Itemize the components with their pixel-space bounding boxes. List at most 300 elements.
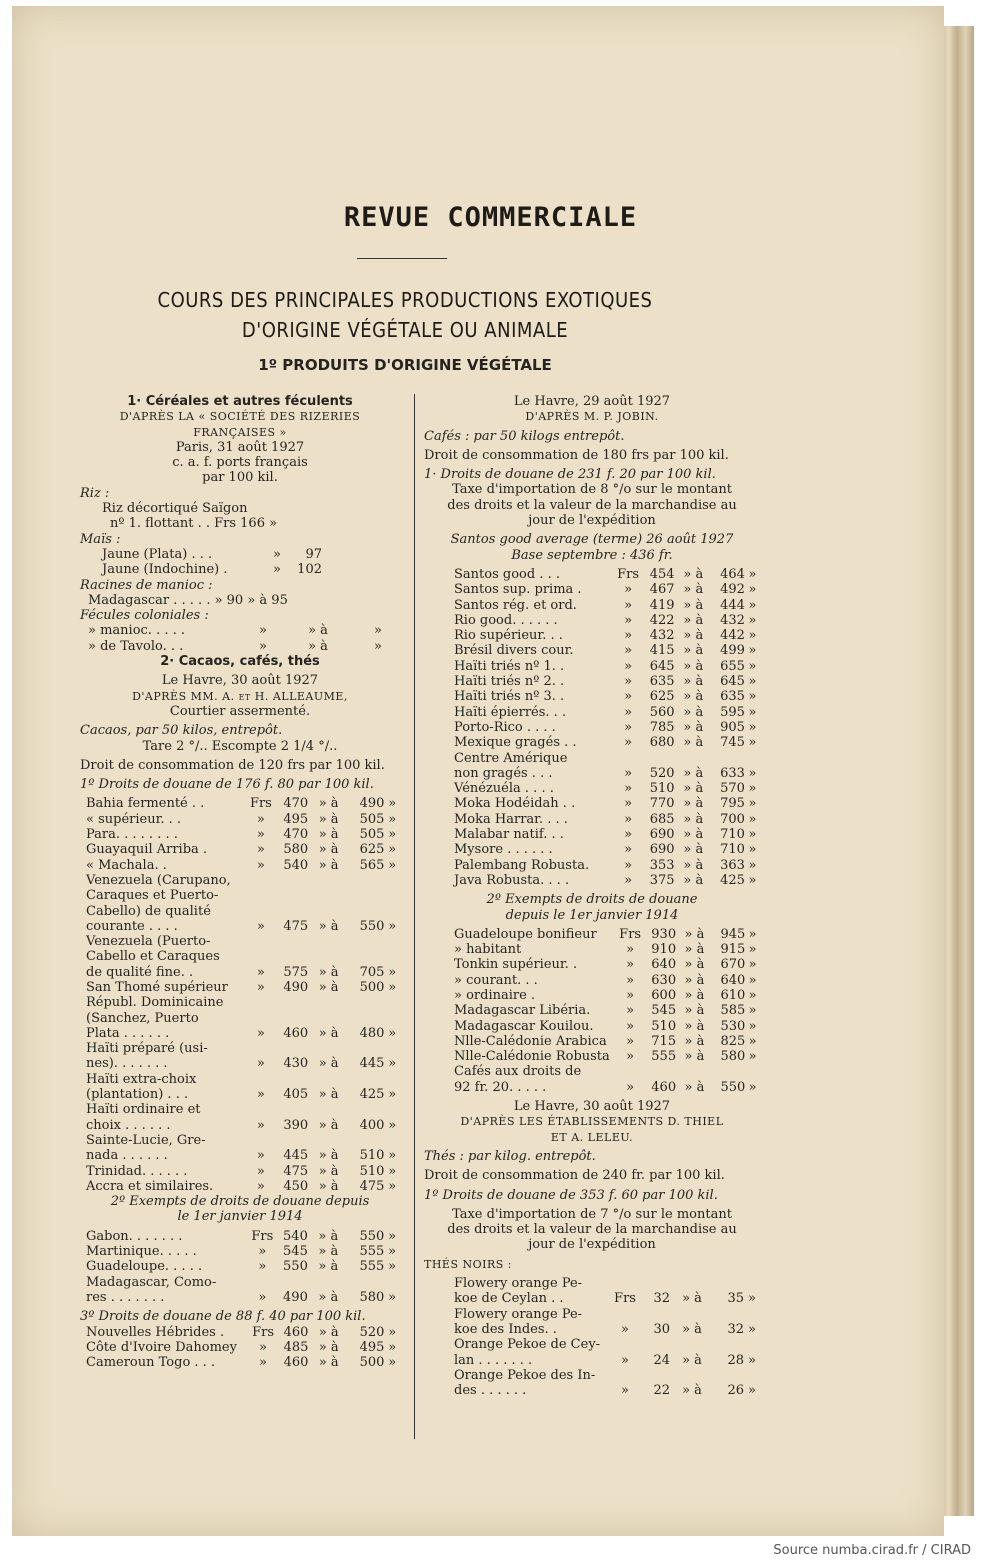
cell-mark: »: [256, 918, 265, 934]
cell-low: 495: [283, 811, 309, 827]
cell-end-mark: »: [748, 926, 757, 942]
cell-name: Santos good . . .: [454, 566, 560, 582]
cell-end-mark: »: [748, 582, 757, 598]
price-row: [80, 547, 322, 562]
cell-end-mark: »: [748, 872, 757, 888]
cell-low: [273, 1133, 308, 1148]
exempts-2-heading-1: 2º Exempts de droits de douane: [486, 892, 698, 908]
price-row: [80, 949, 400, 964]
cell-range-sep: » à: [683, 704, 704, 720]
cell-range-sep: » à: [684, 1079, 705, 1095]
price-row: [424, 1307, 760, 1322]
cell-end-mark: »: [748, 942, 757, 958]
cell-high: 510: [359, 1163, 385, 1179]
cell-low: 575: [283, 964, 309, 980]
cell-low: 415: [649, 643, 675, 659]
price-row: [80, 827, 400, 842]
cell-mark: »: [624, 811, 633, 827]
cell-mark: »: [273, 562, 281, 578]
cell-mark: »: [259, 1355, 268, 1371]
cell-range-sep: » à: [683, 597, 704, 613]
cell-low: 715: [651, 1033, 677, 1049]
cell-high: 670: [720, 957, 746, 973]
cell-high: 550: [359, 918, 385, 934]
cell-name: Brésil divers cour.: [454, 643, 574, 659]
price-row: [80, 1102, 400, 1117]
price-row: [424, 689, 760, 704]
price-row: [80, 1148, 400, 1163]
cell-name: Cafés aux droits de: [454, 1064, 582, 1080]
left-column: [80, 394, 400, 1370]
cell-range-sep: » à: [683, 781, 704, 797]
cell-high: 655: [720, 658, 745, 674]
cell-mark: [249, 873, 273, 888]
cell-low: [640, 1368, 670, 1383]
cell-mark: »: [621, 1321, 629, 1337]
cell-high: 555: [359, 1244, 385, 1260]
cell-low: [640, 1307, 670, 1322]
page-edges: [940, 26, 974, 1516]
santos-line-1: Santos good average (terme) 26 août 1927: [450, 532, 734, 548]
cell-end-mark: [384, 1275, 400, 1290]
cell-mark: »: [626, 1079, 635, 1095]
price-row: [80, 842, 400, 857]
cell-low: [640, 1276, 670, 1291]
cell-range-sep: » à: [683, 628, 704, 644]
price-row: [424, 988, 760, 1003]
cell-name: koe des Indes. .: [454, 1321, 557, 1337]
cell-end-mark: »: [388, 1289, 397, 1305]
cell-name: Nouvelles Hébrides .: [86, 1324, 225, 1340]
cell-name: Vénézuéla . . . .: [454, 781, 554, 797]
cell-high: 825: [720, 1033, 746, 1049]
cell-range-sep: » à: [682, 1321, 702, 1337]
cell-mark: »: [273, 546, 281, 562]
cell-range-sep: » à: [684, 926, 705, 942]
cell-end-mark: »: [748, 612, 757, 628]
cell-mark: »: [624, 842, 633, 858]
cell-name: Martinique. . . . .: [86, 1244, 197, 1260]
cell-name: Haïti ordinaire et: [86, 1102, 201, 1118]
cell-value: 97: [305, 546, 322, 562]
cell-mark: [614, 751, 641, 766]
cell-name: Haïti triés nº 1. .: [454, 658, 565, 674]
price-row: [80, 934, 400, 949]
cell-end-mark: »: [748, 1003, 757, 1019]
cell-low: 550: [283, 1259, 308, 1275]
cell-mark: »: [624, 582, 633, 598]
cell-range-sep: » à: [684, 942, 705, 958]
cell-low: 353: [649, 857, 675, 873]
cell-high: 425: [720, 872, 745, 888]
cell-name: courante . . . .: [86, 918, 178, 934]
cell-high: 425: [359, 1087, 385, 1103]
cell-high: [349, 1102, 384, 1117]
cell-range-sep: » à: [683, 735, 704, 751]
price-row: [80, 1340, 400, 1355]
price-row: [80, 1164, 400, 1179]
cell-name: Rio good. . . . . .: [454, 612, 558, 628]
cell-high: 500: [359, 979, 385, 995]
cell-name: » courant. . .: [454, 972, 538, 988]
cell-low: 430: [283, 1056, 309, 1072]
cell-mark: »: [624, 827, 633, 843]
cell-name: Centre Amérique: [454, 750, 568, 766]
thes-source-1: D'APRÈS LES ÉTABLISSEMENTS D. THIEL: [460, 1115, 724, 1129]
cell-low: 690: [649, 827, 675, 843]
taxe-2-line-3: jour de l'expédition: [528, 1237, 656, 1253]
cell-name: Caraques et Puerto-: [86, 888, 219, 904]
cell-high: 492: [720, 582, 745, 598]
price-row: [80, 1118, 400, 1133]
cell-name: Côte d'Ivoire Dahomey: [86, 1339, 237, 1355]
cell-mark: »: [256, 1178, 265, 1194]
cell-mark: »: [258, 1289, 267, 1305]
cell-range-sep: » à: [318, 1117, 339, 1133]
cereales-source-1: D'APRÈS LA « SOCIÉTÉ DES RIZERIES: [119, 410, 361, 424]
cell-high: [349, 934, 384, 949]
cell-high: 445: [359, 1056, 385, 1072]
cell-range-sep: » à: [308, 638, 328, 654]
cell-end-mark: [745, 1064, 760, 1079]
cell-name: Haïti épierrés. . .: [454, 704, 567, 720]
cell-low: 24: [653, 1352, 670, 1368]
price-row: [424, 567, 760, 582]
cell-high: [349, 995, 384, 1010]
cell-range-sep: » à: [318, 1244, 339, 1260]
cell-range-sep: [676, 1064, 713, 1079]
cell-mark: »: [624, 796, 633, 812]
cell-end-mark: »: [388, 1324, 397, 1340]
cell-range-sep: [308, 1133, 349, 1148]
cell-range-sep: » à: [318, 1163, 339, 1179]
price-row: [424, 1003, 760, 1018]
cell-name: (Sanchez, Puerto: [86, 1010, 199, 1026]
subtitle-line-1: COURS DES PRINCIPALES PRODUCTIONS EXOTIQUES: [157, 288, 653, 312]
thes-date: Le Havre, 30 août 1927: [513, 1099, 671, 1115]
cell-mark: »: [626, 1033, 635, 1049]
cell-name: 92 fr. 20. . . . .: [454, 1079, 547, 1095]
cell-end-mark: »: [748, 1321, 756, 1337]
cell-end-mark: »: [388, 1339, 397, 1355]
cell-range-sep: » à: [318, 1148, 339, 1164]
cell-range-sep: [308, 1041, 349, 1056]
cell-low: 470: [283, 827, 309, 843]
cell-range-sep: [308, 888, 349, 903]
cell-name: Flowery orange Pe-: [454, 1306, 583, 1322]
cell-name: Orange Pekoe des In-: [454, 1367, 596, 1383]
cacaos-source-2: Courtier assermenté.: [169, 703, 311, 719]
cell-name: Guadeloupe bonifieur: [454, 926, 597, 942]
cell-name: Nlle-Calédonie Robusta: [454, 1049, 610, 1065]
cell-name: « Machala. .: [86, 857, 167, 873]
taxe-2-line-1: Taxe d'importation de 7 °/o sur le montant: [452, 1206, 732, 1222]
cell-high: [349, 1072, 384, 1087]
cell-mark: »: [621, 1383, 629, 1399]
cell-name: Gabon. . . . . . .: [86, 1228, 183, 1244]
price-row: [80, 1041, 400, 1056]
thes-noirs-label: THÉS NOIRS :: [424, 1257, 513, 1271]
price-row: [80, 562, 322, 577]
cacaos-douane-1: 1º Droits de douane de 176 f. 80 par 100 kil.: [80, 777, 374, 793]
cell-high: [349, 873, 384, 888]
cell-low: 630: [651, 972, 677, 988]
cell-end-mark: »: [374, 623, 382, 639]
cell-end-mark: »: [748, 674, 757, 690]
price-row: [80, 623, 398, 638]
cell-mark: »: [626, 942, 635, 958]
cell-range-sep: » à: [318, 1289, 339, 1305]
cell-name: Madagascar Kouilou.: [454, 1018, 594, 1034]
price-row: [424, 1322, 760, 1337]
cell-end-mark: »: [388, 1025, 397, 1041]
price-row: [424, 1064, 760, 1079]
cell-end-mark: »: [748, 972, 757, 988]
cell-end-mark: [384, 995, 400, 1010]
cell-high: 475: [359, 1178, 385, 1194]
cell-mark: [249, 904, 273, 919]
douane-3-price-table: [80, 1325, 400, 1371]
cell-range-sep: » à: [318, 811, 339, 827]
cell-mark: Frs: [614, 1291, 636, 1307]
price-row: [80, 796, 400, 811]
price-row: [80, 1229, 400, 1244]
cell-end-mark: »: [748, 827, 757, 843]
price-row: [424, 582, 760, 597]
cell-high: 432: [720, 612, 745, 628]
cell-range-sep: » à: [682, 1352, 702, 1368]
cell-mark: Frs: [249, 796, 272, 812]
cereales-date: Paris, 31 août 1927: [175, 439, 305, 455]
cell-range-sep: [675, 751, 713, 766]
cell-name: Flowery orange Pe-: [454, 1276, 583, 1292]
cell-range-sep: » à: [318, 842, 339, 858]
cell-low: 460: [651, 1079, 677, 1095]
cell-range-sep: » à: [683, 689, 704, 705]
cell-range-sep: » à: [684, 1033, 705, 1049]
right-column: [424, 394, 760, 1398]
cell-end-mark: »: [748, 811, 757, 827]
price-row: [424, 720, 760, 735]
cell-mark: »: [624, 689, 633, 705]
cell-end-mark: »: [388, 1259, 397, 1275]
cell-end-mark: »: [388, 979, 397, 995]
cell-end-mark: »: [748, 1079, 757, 1095]
cell-name: Madagascar Libéria.: [454, 1003, 591, 1019]
cell-low: [273, 888, 308, 903]
cell-end-mark: »: [748, 1383, 756, 1399]
cell-mark: »: [626, 1018, 635, 1034]
cell-range-sep: [308, 949, 349, 964]
cell-high: 633: [720, 765, 745, 781]
cell-high: 510: [359, 1148, 385, 1164]
cell-range-sep: » à: [318, 1339, 339, 1355]
cell-name: Républ. Dominicaine: [86, 995, 224, 1011]
cell-mark: »: [624, 765, 633, 781]
price-row: [424, 705, 760, 720]
cell-name: non gragés . . .: [454, 765, 553, 781]
cell-end-mark: »: [748, 765, 757, 781]
price-row: [80, 1072, 400, 1087]
cell-name: » manioc. . . . .: [88, 623, 185, 639]
price-row: [80, 639, 398, 654]
cell-end-mark: [384, 934, 400, 949]
cell-range-sep: » à: [318, 1056, 339, 1072]
cell-low: 375: [649, 872, 675, 888]
thes-terms: Thés : par kilog. entrepôt.: [424, 1148, 596, 1164]
price-row: [424, 957, 760, 972]
cell-high: 32: [727, 1321, 744, 1337]
cafes-date: Le Havre, 29 août 1927: [513, 394, 671, 409]
cell-low: 422: [649, 612, 675, 628]
cell-high: 499: [720, 643, 745, 659]
cell-mark: »: [256, 1087, 265, 1103]
title-divider: [357, 258, 447, 259]
cell-low: 640: [651, 957, 677, 973]
cell-name: Cabello) de qualité: [86, 903, 211, 919]
cell-high: 520: [359, 1324, 385, 1340]
cell-end-mark: [384, 888, 400, 903]
cell-low: 560: [649, 704, 675, 720]
price-row: [80, 1087, 400, 1102]
cell-end-mark: »: [388, 1163, 397, 1179]
price-row: [80, 1011, 400, 1026]
cell-name: « supérieur. . .: [86, 811, 182, 827]
cell-low: 460: [283, 1025, 309, 1041]
cell-name: Haïti triés nº 3. .: [454, 689, 565, 705]
taxe-1-line-2: des droits et la valeur de la marchandise au: [447, 497, 737, 513]
cell-high: [349, 949, 384, 964]
cell-name: Java Robusta. . . .: [454, 872, 570, 888]
santos-line-2: Base septembre : 436 fr.: [511, 547, 673, 563]
cell-high: [714, 1337, 744, 1352]
cell-range-sep: » à: [318, 1087, 339, 1103]
cell-name: choix . . . . . .: [86, 1117, 171, 1133]
cell-high: 635: [720, 689, 745, 705]
price-row: [80, 1325, 400, 1340]
cereales-source-2: FRANÇAISES »: [193, 425, 287, 439]
cell-high: 795: [720, 796, 745, 812]
cell-name: Porto-Rico . . . .: [454, 719, 556, 735]
price-row: [80, 1259, 400, 1274]
price-row: [424, 1337, 760, 1352]
cell-end-mark: »: [388, 827, 397, 843]
price-row: [80, 980, 400, 995]
price-row: [424, 827, 760, 842]
price-row: [424, 735, 760, 750]
cell-end-mark: »: [388, 1117, 397, 1133]
cell-end-mark: [744, 1368, 760, 1383]
price-row: [424, 1383, 760, 1398]
cell-range-sep: » à: [684, 987, 705, 1003]
douane-3-heading: 3º Droits de douane de 88 f. 40 par 100 kil.: [80, 1309, 366, 1325]
cell-name: Haïti extra-choix: [86, 1071, 197, 1087]
cacaos-source-1: D'APRÈS MM. A. et H. ALLEAUME,: [132, 689, 348, 703]
cell-end-mark: »: [388, 964, 397, 980]
cell-range-sep: » à: [683, 719, 704, 735]
cell-high: [349, 1275, 384, 1290]
cell-low: 30: [653, 1321, 670, 1337]
cell-name: Malabar natif. . .: [454, 827, 564, 843]
cell-end-mark: [745, 751, 760, 766]
cell-end-mark: »: [748, 1291, 756, 1307]
cell-end-mark: »: [748, 781, 757, 797]
cereales-terms-2: par 100 kil.: [202, 470, 278, 486]
cell-high: 505: [359, 811, 385, 827]
cell-low: [273, 904, 308, 919]
price-row: [80, 858, 400, 873]
price-row: [80, 919, 400, 934]
cell-low: [273, 873, 308, 888]
cell-high: 640: [720, 972, 746, 988]
cell-end-mark: »: [748, 643, 757, 659]
cell-end-mark: [744, 1337, 760, 1352]
cell-mark: »: [256, 811, 265, 827]
cell-low: [273, 1041, 308, 1056]
cell-low: 470: [283, 796, 309, 812]
cell-high: 945: [720, 926, 746, 942]
price-row: [424, 812, 760, 827]
cell-high: 645: [720, 674, 745, 690]
cell-range-sep: » à: [318, 1228, 339, 1244]
cafes-terms: Cafés : par 50 kilogs entrepôt.: [424, 428, 625, 444]
cell-high: 595: [720, 704, 745, 720]
cell-name: » habitant: [454, 942, 522, 958]
cell-mark: [248, 1275, 276, 1290]
cell-range-sep: [308, 1102, 349, 1117]
cell-mark: »: [256, 857, 265, 873]
cell-name: nes). . . . . . .: [86, 1056, 168, 1072]
cell-mark: »: [626, 1049, 635, 1065]
price-row: [424, 628, 760, 643]
cell-mark: »: [259, 1339, 268, 1355]
cell-high: 710: [720, 827, 745, 843]
source-note: Source numba.cirad.fr / CIRAD: [773, 1543, 971, 1558]
cell-value: 102: [297, 562, 322, 578]
cell-high: 400: [359, 1117, 385, 1133]
cell-end-mark: »: [388, 1087, 397, 1103]
cell-range-sep: [308, 1011, 349, 1026]
cell-high: [712, 751, 745, 766]
taxe-2-line-2: des droits et la valeur de la marchandise au: [447, 1222, 737, 1238]
cell-mark: »: [626, 957, 635, 973]
taxe-1-line-3: jour de l'expédition: [528, 513, 656, 529]
cell-name: nada . . . . . .: [86, 1148, 168, 1164]
cell-mark: »: [256, 1163, 265, 1179]
cell-name: res . . . . . . .: [86, 1289, 165, 1305]
cell-range-sep: [670, 1337, 714, 1352]
cell-end-mark: »: [748, 842, 757, 858]
subtitle-line-2: D'ORIGINE VÉGÉTALE OU ANIMALE: [241, 318, 569, 342]
cell-low: 685: [649, 811, 675, 827]
cell-end-mark: [384, 949, 400, 964]
cell-mark: [249, 1102, 273, 1117]
cell-end-mark: »: [748, 704, 757, 720]
price-row: [80, 1290, 400, 1305]
price-row: [424, 659, 760, 674]
price-row: [80, 873, 400, 888]
cell-name: (plantation) . . .: [86, 1087, 189, 1103]
cell-mark: [249, 995, 273, 1010]
cell-end-mark: [384, 1102, 400, 1117]
cell-high: 905: [720, 719, 745, 735]
cell-range-sep: » à: [318, 1178, 339, 1194]
cell-range-sep: » à: [683, 842, 704, 858]
cell-low: 635: [649, 674, 675, 690]
price-row: [424, 598, 760, 613]
cell-mark: [249, 949, 273, 964]
cell-name: Venezuela (Carupano,: [86, 872, 231, 888]
